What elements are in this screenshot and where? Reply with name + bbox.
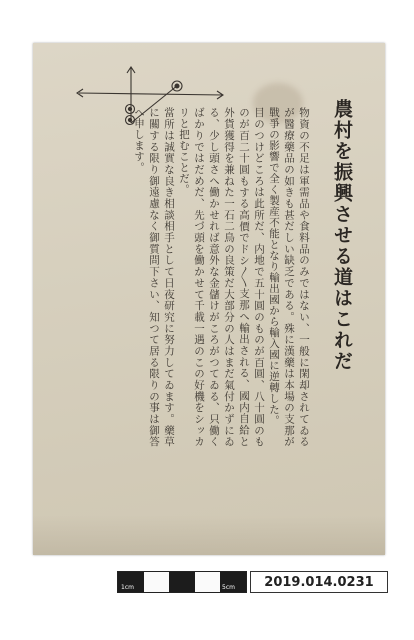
accession-number: 2019.014.0231	[250, 571, 388, 593]
scale-tick-1cm: 1cm	[121, 584, 134, 591]
document-body	[131, 107, 311, 447]
document-page	[33, 43, 385, 555]
paragraph-2: 目のつけどころは此所だ、内地で五十圓のものが百圓、八十圓のものが百二十圓もする高價でドシ〳〵支那へ輸出される、國内自給と外貨獲得を兼ねた一石二鳥の良策だ大部分の人はまだ氣付かずにゐる、少し頭さへ働かせれば意外な金儲けがころがつてゐる、只働くばかりではだめだ、先づ頭を働かせて千載一遇のこの好機をシッカリと把むことだ。	[178, 107, 265, 447]
paragraph-3: 當所は誠實な良き相談相手として日夜研究に努力してゐます。藥草に關する限り御遠慮なく御質問下さい、知つて居る限りの事は御答へ申します。	[133, 107, 175, 447]
paragraph-1: 物資の不足は軍需品や食料品のみではない、一般に閑却されてゐるが醫療藥品の如きも甚だしい缺乏である。殊に漢藥は本場の支那が戰爭の影響で全く製産不能となり輸出國から輸入國に逆轉した。	[268, 107, 310, 447]
scale-tick-5cm: 5cm	[222, 584, 235, 591]
scale-bar	[117, 571, 247, 593]
document-title: 農村を振興させる道はこれだ	[331, 99, 353, 372]
